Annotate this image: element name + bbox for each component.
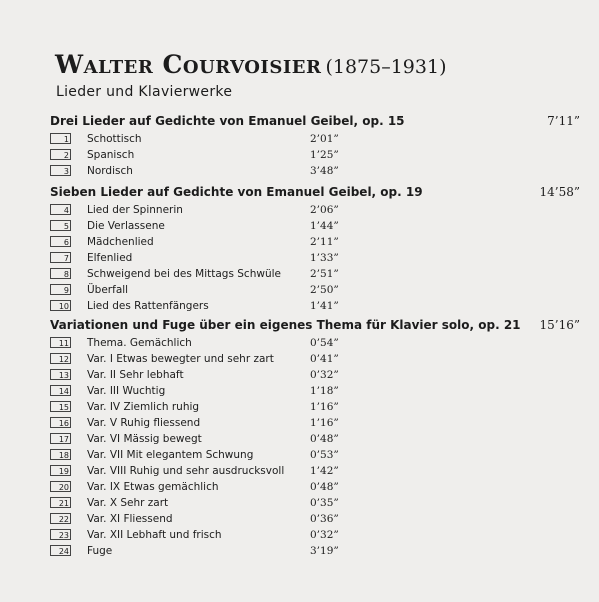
track-number-box: 11 xyxy=(50,337,71,348)
track-title: Var. II Sehr lebhaft xyxy=(87,369,184,381)
track-row xyxy=(50,512,580,528)
track-number-box: 16 xyxy=(50,417,71,428)
track-number-box: 4 xyxy=(50,204,71,215)
track-number-box: 18 xyxy=(50,449,71,460)
track-number-box: 5 xyxy=(50,220,71,231)
work-heading xyxy=(50,114,580,132)
track-row xyxy=(50,448,580,464)
composer-name: Walter Courvoisier xyxy=(55,50,322,79)
work-section xyxy=(50,185,580,315)
track-number-box: 21 xyxy=(50,497,71,508)
page-subtitle: Lieder und Klavierwerke xyxy=(56,84,233,100)
track-duration: 3’19” xyxy=(310,545,339,557)
track-row xyxy=(50,496,580,512)
composer-years: (1875–1931) xyxy=(325,56,447,78)
track-duration: 2’50” xyxy=(310,284,339,296)
track-number-box: 7 xyxy=(50,252,71,263)
track-row xyxy=(50,352,580,368)
track-number-box: 15 xyxy=(50,401,71,412)
page-title xyxy=(55,50,447,79)
work-section xyxy=(50,114,580,180)
track-title: Fuge xyxy=(87,545,113,557)
track-duration: 0’36” xyxy=(310,513,339,525)
track-duration: 1’25” xyxy=(310,149,339,161)
track-number-box: 6 xyxy=(50,236,71,247)
track-number-box: 23 xyxy=(50,529,71,540)
track-number-box: 17 xyxy=(50,433,71,444)
track-row xyxy=(50,336,580,352)
track-duration: 0’48” xyxy=(310,433,339,445)
track-row xyxy=(50,368,580,384)
work-total-duration: 14’58” xyxy=(539,185,580,199)
track-title: Schweigend bei des Mittags Schwüle xyxy=(87,268,281,280)
track-title: Schottisch xyxy=(87,133,142,145)
track-title: Mädchenlied xyxy=(87,236,154,248)
track-duration: 2’06” xyxy=(310,204,339,216)
track-title: Var. X Sehr zart xyxy=(87,497,169,509)
track-number-box: 20 xyxy=(50,481,71,492)
track-title: Elfenlied xyxy=(87,252,133,264)
track-number-box: 19 xyxy=(50,465,71,476)
track-number-box: 1 xyxy=(50,133,71,144)
track-row xyxy=(50,148,580,164)
track-duration: 0’54” xyxy=(310,337,339,349)
track-row xyxy=(50,164,580,180)
track-number-box: 2 xyxy=(50,149,71,160)
track-duration: 2’01” xyxy=(310,133,339,145)
track-duration: 1’44” xyxy=(310,220,339,232)
work-title: Sieben Lieder auf Gedichte von Emanuel Geibel, op. 19 xyxy=(50,185,423,199)
track-title: Var. III Wuchtig xyxy=(87,385,166,397)
track-row xyxy=(50,299,580,315)
track-title: Var. XI Fliessend xyxy=(87,513,173,525)
track-duration: 1’41” xyxy=(310,300,339,312)
track-row xyxy=(50,400,580,416)
track-title: Spanisch xyxy=(87,149,135,161)
track-number-box: 9 xyxy=(50,284,71,295)
track-row xyxy=(50,219,580,235)
track-row xyxy=(50,544,580,560)
track-duration: 2’51” xyxy=(310,268,339,280)
track-row xyxy=(50,416,580,432)
track-number-box: 24 xyxy=(50,545,71,556)
track-title: Var. VIII Ruhig und sehr ausdrucksvoll xyxy=(87,465,285,477)
work-title: Variationen und Fuge über ein eigenes Thema für Klavier solo, op. 21 xyxy=(50,318,521,332)
track-duration: 1’16” xyxy=(310,417,339,429)
track-row xyxy=(50,480,580,496)
track-duration: 1’18” xyxy=(310,385,339,397)
work-heading xyxy=(50,185,580,203)
track-title: Überfall xyxy=(87,284,129,296)
track-duration: 0’32” xyxy=(310,529,339,541)
track-duration: 0’32” xyxy=(310,369,339,381)
track-number-box: 10 xyxy=(50,300,71,311)
track-title: Var. V Ruhig fliessend xyxy=(87,417,201,429)
track-duration: 0’48” xyxy=(310,481,339,493)
track-row xyxy=(50,432,580,448)
track-duration: 1’42” xyxy=(310,465,339,477)
track-title: Var. IX Etwas gemächlich xyxy=(87,481,219,493)
work-heading xyxy=(50,318,580,336)
track-title: Lied des Rattenfängers xyxy=(87,300,209,312)
track-title: Var. IV Ziemlich ruhig xyxy=(87,401,200,413)
work-total-duration: 7’11” xyxy=(547,114,580,128)
track-title: Var. I Etwas bewegter und sehr zart xyxy=(87,353,274,365)
track-duration: 1’16” xyxy=(310,401,339,413)
track-duration: 0’41” xyxy=(310,353,339,365)
track-title: Die Verlassene xyxy=(87,220,165,232)
track-row xyxy=(50,283,580,299)
track-row xyxy=(50,267,580,283)
track-duration: 0’53” xyxy=(310,449,339,461)
track-number-box: 3 xyxy=(50,165,71,176)
work-total-duration: 15’16” xyxy=(539,318,580,332)
track-row xyxy=(50,251,580,267)
track-row xyxy=(50,203,580,219)
track-title: Var. VII Mit elegantem Schwung xyxy=(87,449,254,461)
track-number-box: 14 xyxy=(50,385,71,396)
track-title: Var. XII Lebhaft und frisch xyxy=(87,529,222,541)
track-row xyxy=(50,528,580,544)
work-section xyxy=(50,318,580,560)
track-duration: 3’48” xyxy=(310,165,339,177)
track-title: Lied der Spinnerin xyxy=(87,204,183,216)
track-row xyxy=(50,464,580,480)
track-duration: 2’11” xyxy=(310,236,339,248)
track-row xyxy=(50,384,580,400)
track-title: Var. VI Mässig bewegt xyxy=(87,433,202,445)
track-title: Nordisch xyxy=(87,165,133,177)
track-row xyxy=(50,132,580,148)
track-row xyxy=(50,235,580,251)
track-number-box: 13 xyxy=(50,369,71,380)
track-title: Thema. Gemächlich xyxy=(87,337,192,349)
work-title: Drei Lieder auf Gedichte von Emanuel Geibel, op. 15 xyxy=(50,114,405,128)
track-number-box: 12 xyxy=(50,353,71,364)
track-duration: 1’33” xyxy=(310,252,339,264)
track-number-box: 22 xyxy=(50,513,71,524)
track-duration: 0’35” xyxy=(310,497,339,509)
track-number-box: 8 xyxy=(50,268,71,279)
